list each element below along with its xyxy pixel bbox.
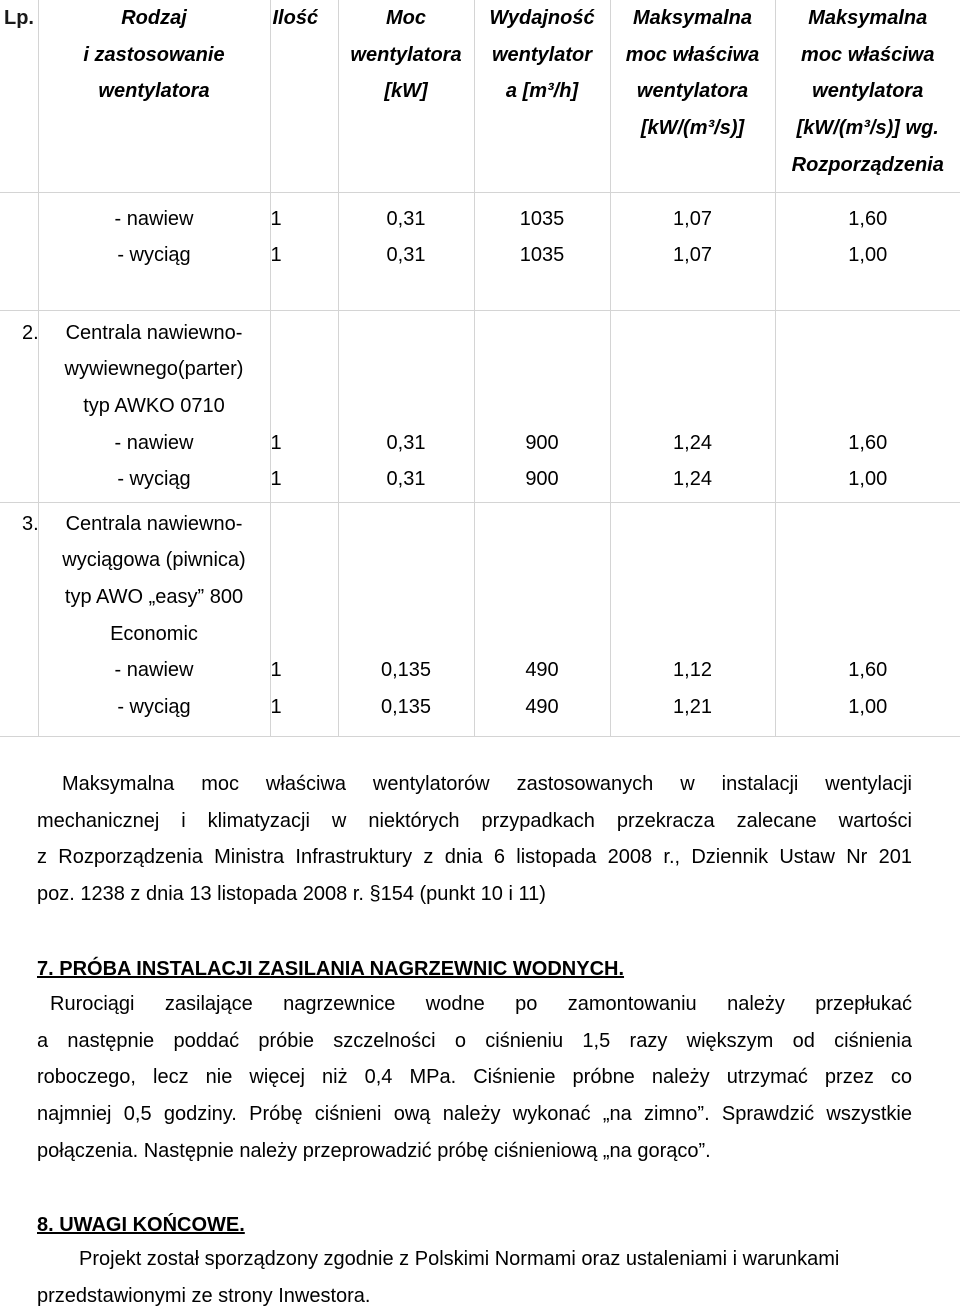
row-power: 0,135 0,135 (338, 502, 474, 736)
table-row (0, 310, 960, 502)
row-spec: 1,24 1,24 (610, 310, 775, 502)
header-maks-moc: Maksymalna moc właściwa wentylatora [kW/(m³/s)] (610, 0, 775, 192)
row-spec: 1,12 1,21 (610, 502, 775, 736)
table-row (0, 502, 960, 736)
row-name: - nawiew - wyciąg (38, 192, 270, 310)
row-name: Centrala nawiewno- wywiewnego(parter) typ AWKO 0710 - nawiew - wyciąg (38, 310, 270, 502)
header-ilosc: Ilość (270, 0, 338, 192)
section-8-paragraph: Projekt został sporządzony zgodnie z Polskimi Normami oraz ustaleniami i warunkami przedstawionymi ze strony Inwestora. (37, 1248, 840, 1307)
row-flow: 490 490 (474, 502, 610, 736)
header-maks-moc-rozporzadzenie: Maksymalna moc właściwa wentylatora [kW/(m³/s)] wg. Rozporządzenia (791, 7, 944, 176)
row-power: 0,31 0,31 (338, 192, 474, 310)
row-qty: 1 1 (270, 310, 338, 502)
section-7-paragraph: Rurociągi zasilające nagrzewnice wodne po zamontowaniu należy przepłukać a następnie poddać próbie szczelności o ciśnieniu 1,5 razy większym od ciśnienia roboczego, lecz nie więcej niż 0,4 MPa. Ciśnienie próbne należy utrzymać przez co najmniej 0,5 godziny. Próbę ciśnieni ową należy wykonać „na zimno”. Sprawdzić wszystkie połączenia. Następnie należy przeprowadzić próbę ciśnieniową „na gorąco”. (37, 993, 912, 1162)
row-number: 3. (0, 502, 38, 736)
header-lp: Lp. (0, 0, 38, 192)
header-wydajnosc: Wydajność wentylator a [m³/h] (474, 0, 610, 192)
row-qty: 1 1 (270, 502, 338, 736)
section-8-heading: 8. UWAGI KOŃCOWE. (37, 1214, 245, 1236)
row-flow: 1035 1035 (474, 192, 610, 310)
row-limit: 1,60 1,00 (775, 192, 960, 310)
row-number: 2. (0, 310, 38, 502)
header-moc: Moc wentylatora [kW] (338, 0, 474, 192)
row-power: 0,31 0,31 (338, 310, 474, 502)
row-name: Centrala nawiewno- wyciągowa (piwnica) typ AWO „easy” 800 Economic - nawiew - wyciąg (38, 502, 270, 736)
table-row (0, 192, 960, 310)
row-limit: 1,60 1,00 (775, 310, 960, 502)
row-flow: 900 900 (474, 310, 610, 502)
row-number (0, 192, 38, 310)
table-header-row (0, 0, 960, 192)
row-qty: 1 1 (270, 192, 338, 310)
note-paragraph: Maksymalna moc właściwa wentylatorów zastosowanych w instalacji wentylacji mechanicznej i klimatyzacji w niektórych przypadkach przekracza zalecane wartości z Rozporządzenia Ministra Infrastruktury z dnia 6 listopada 2008 r., Dziennik Ustaw Nr 201 poz. 1238 z dnia 13 listopada 2008 r. §154 (punkt 10 i 11) (37, 773, 912, 906)
section-7-heading: 7. PRÓBA INSTALACJI ZASILANIA NAGRZEWNIC WODNYCH. (37, 958, 625, 980)
header-rodzaj: Rodzaj i zastosowanie wentylatora (38, 0, 270, 192)
row-limit: 1,60 1,00 (775, 502, 960, 736)
row-spec: 1,07 1,07 (610, 192, 775, 310)
